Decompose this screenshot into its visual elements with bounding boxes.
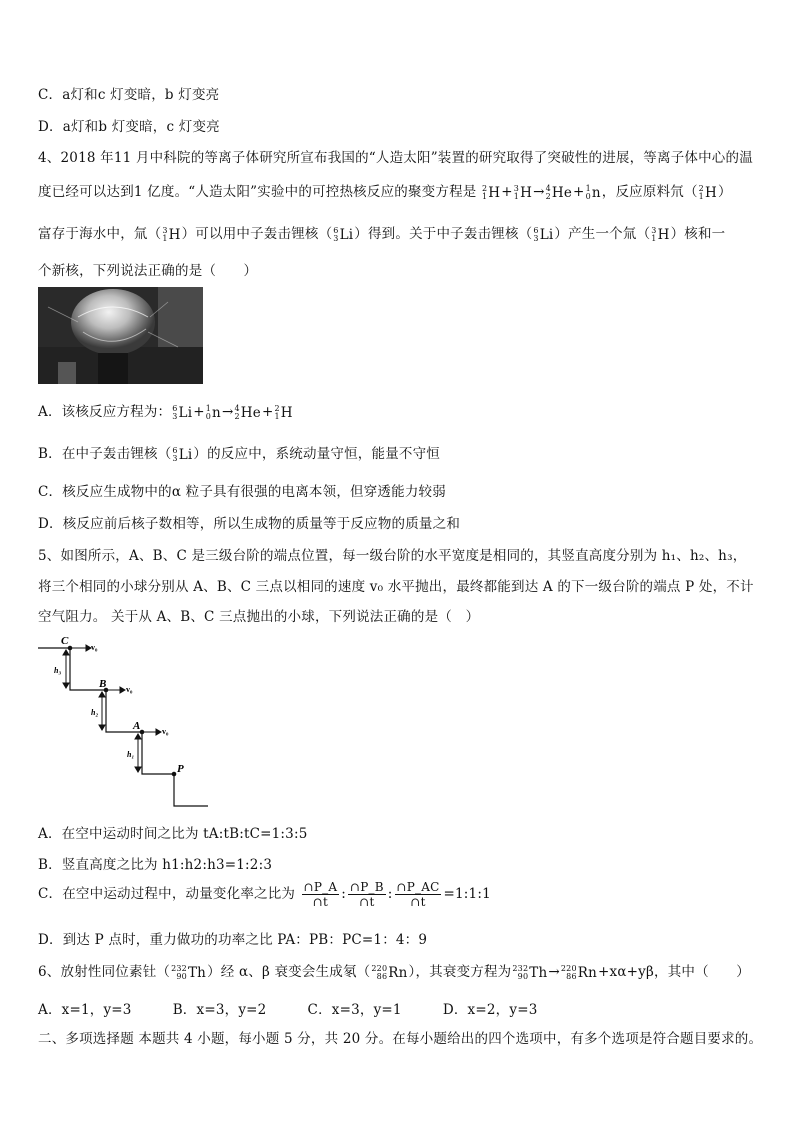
q4-line-1: 4、2018 年11 月中科院的等离子体研究所宣布我国的“人造太阳”装置的研究取得了突破性的进展，等离子体中心的温 [38,150,753,166]
label-h2: h₂ [91,708,99,717]
nuclide-he4: 4 2 He [234,403,261,421]
q4-text: ） [717,184,732,200]
section-2-heading: 二、多项选择题 本题共 4 小题，每小题 5 分，共 20 分。在每小题给出的四个选项中，有多个选项是符合题目要求的。 [38,1031,763,1047]
q4-option-a: A．该核反应方程为： 6 3 Li + 1 0 n → 4 2 He + 2 1 H [38,403,293,421]
q4-text: 度已经可以达到1 亿度。“人造太阳”实验中的可控热核反应的聚变方程是 [38,184,477,200]
nuclide-n1: 1 0 n [585,183,601,201]
fraction-pb: $\frac{\cap P\_B}{\cap t}$ [350,880,384,909]
q5-line-2: 将三个相同的小球分别从 A、B、C 三点以相同的速度 v₀ 水平抛出，最终都能到达 A 的下一级台阶的端点 P 处，不计 [38,579,754,595]
label-p: P [177,763,184,775]
option-d-prev: D．a灯和b 灯变暗，c 灯变亮 [38,119,220,135]
q5-option-d: D．到达 P 点时，重力做功的功率之比 PA：PB：PC=1：4：9 [38,932,428,948]
q5-option-a: A．在空中运动时间之比为 tA:tB:tC=1:3:5 [38,826,308,842]
label-v0: v₀ [91,643,98,652]
label-v0: v₀ [126,685,133,694]
nuclide-h2: 2 1 H [481,183,501,201]
nuclide-rn220: 220 86 Rn [560,963,598,981]
staircase-diagram [36,630,216,810]
nuclide-n1: 1 0 n [205,403,221,421]
nuclide-li6: 6 3 Li [333,225,354,243]
q5-line-3: 空气阻力。 关于从 A、B、C 三点抛出的小球，下列说法正确的是（ ） [38,609,480,625]
q4-line-3: 富存于海水中，氚（ 3 1 H ）可以用中子轰击锂核（ 6 3 Li ）得到。关于中子轰击锂核（ 6 3 Li ）产生一个氚（ 3 1 H ）核和一 [38,225,726,243]
nuclide-h2: 2 1 H [698,183,717,201]
q4-line-4: 个新核，下列说法正确的是（ ） [38,263,258,279]
nuclide-li6: 6 3 Li [172,403,193,421]
nuclide-he4: 4 2 He [545,183,573,201]
label-h1: h₁ [127,750,135,759]
q4-option-b: B．在中子轰击锂核（ 6 3 Li ）的反应中，系统动量守恒，能量不守恒 [38,445,441,463]
q6-options: A．x=1，y=3 B．x=3，y=2 C．x=3，y=1 D．x=2，y=3 [38,1002,538,1018]
point-p [172,772,177,777]
label-v0: v₀ [162,727,169,736]
q5-line-1: 5、如图所示，A、B、C 是三级台阶的端点位置，每一级台阶的水平宽度是相同的，其竖直高度分别为 h₁、h₂、h₃， [38,548,747,564]
fraction-pa: $\frac{\cap P\_A}{\cap t}$ [303,880,338,909]
q5-option-c: C．在空中运动过程中，动量变化率之比为 $\frac{\cap P\_A}{\cap t}$ : $\frac{\cap P\_B}{\cap t}$ : $\frac{\cap P\_AC}{\cap t}$ =1:1:1 [38,880,491,909]
fraction-pc: $\frac{\cap P\_AC}{\cap t}$ [396,880,440,909]
q4-text: ，反应原料氘（ [601,184,698,200]
nuclide-li6: 6 3 Li [533,225,554,243]
q5-option-b: B．竖直高度之比为 h1:h2:h3=1:2:3 [38,857,273,873]
nuclide-th232: 232 90 Th [512,963,548,981]
nuclide-th232: 232 90 Th [171,963,207,981]
steps-outline [38,648,208,806]
label-b: B [99,678,107,690]
q4-option-c: C．核反应生成物中的α 粒子具有很强的电离本领，但穿透能力较弱 [38,484,446,500]
q4-option-d: D．核反应前后核子数相等，所以生成物的质量等于反应物的质量之和 [38,516,461,532]
nuclide-h3: 3 1 H [651,225,670,243]
nuclide-h3: 3 1 H [162,225,181,243]
q6-stem: 6、放射性同位素钍（ 232 90 Th ）经 α、β 衰变会生成氡（ 220 86 Rn ），其衰变方程为 232 90 Th → 220 86 Rn +xα+yβ，其中（ ） [38,963,750,981]
label-c: C [61,635,69,647]
nuclide-h3: 3 1 H [513,183,533,201]
label-h3: h₃ [54,666,62,675]
q4-line-2: 度已经可以达到1 亿度。“人造太阳”实验中的可控热核反应的聚变方程是 2 1 H + 3 1 H → 4 2 He + 1 0 n ，反应原料氘（ 2 1 H ） [38,183,732,201]
option-c-prev: C．a灯和c 灯变暗，b 灯变亮 [38,87,220,103]
label-a: A [133,720,141,732]
nuclide-h2: 2 1 H [274,403,293,421]
nuclide-li6: 6 3 Li [172,445,193,463]
nuclide-rn220: 220 86 Rn [371,963,408,981]
plasma-photo [38,287,203,384]
